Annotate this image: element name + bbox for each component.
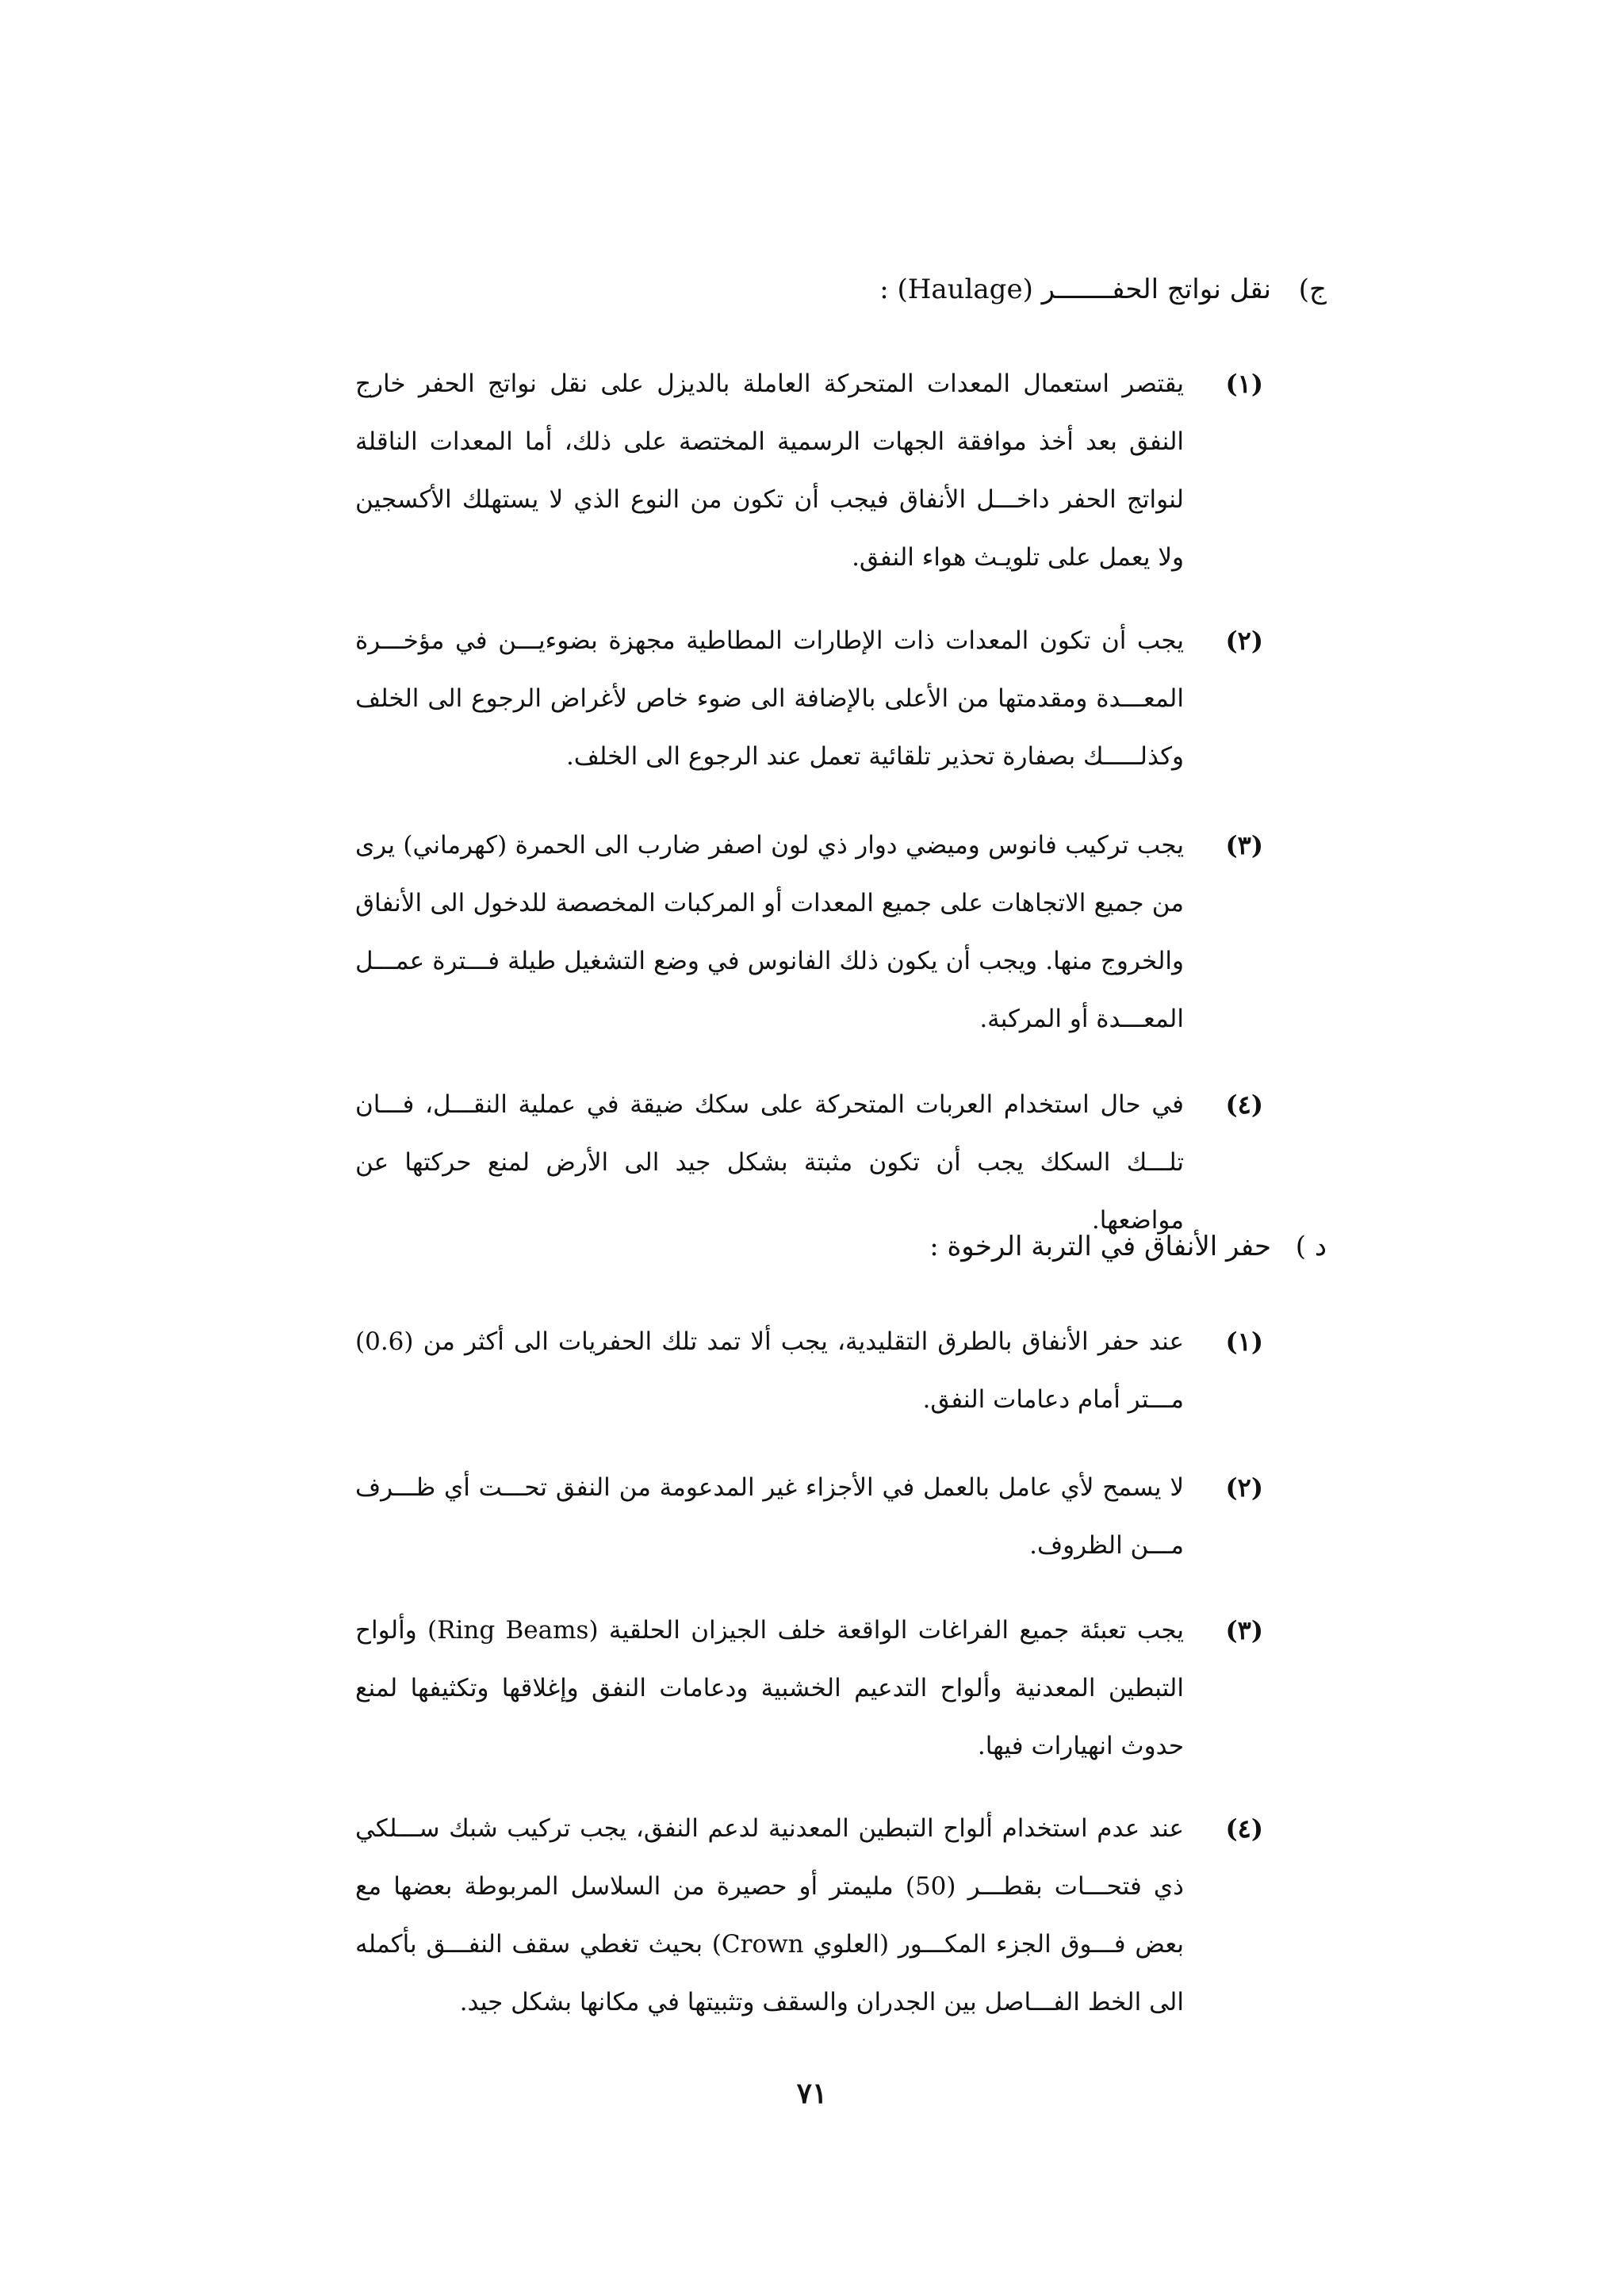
item-number: (١) <box>1225 369 1263 399</box>
section-d-marker: د ) <box>1295 1231 1327 1262</box>
item-number: (٤) <box>1225 1813 1263 1844</box>
section-c-item-2 <box>355 612 1263 786</box>
section-c-item-1 <box>355 355 1263 587</box>
section-c-marker: ج) <box>1298 274 1327 305</box>
section-c-item-3 <box>355 817 1263 1048</box>
section-c-item-4 <box>355 1076 1263 1250</box>
section-d-heading <box>296 1231 1327 1262</box>
item-number: (٣) <box>1225 1615 1263 1645</box>
item-number: (٤) <box>1225 1090 1263 1120</box>
item-number: (٣) <box>1225 830 1263 860</box>
section-c-heading <box>296 274 1327 305</box>
item-text: يجب تركيب فانوس وميضي دوار ذي لون اصفر ضارب الى الحمرة (كهرماني) يرى من جميع الاتجاهات على جميع المعدات أو المركبات المخصصة للدخول الى الأنفاق والخروج منها. ويجب أن يكون ذلك الفانوس في وضع التشغيل طيلة فـــترة عمـــل المعـــدة أو المركبة. <box>355 831 1184 1033</box>
item-text: يجب تعبئة جميع الفراغات الواقعة خلف الجيزان الحلقية (Ring Beams) وألواح التبطين المعدنية وألواح التدعيم الخشبية ودعامات النفق وإغلاقها وتكثيفها لمنع حدوث انهيارات فيها. <box>355 1616 1184 1760</box>
item-number: (٢) <box>1225 1473 1263 1503</box>
item-text: في حال استخدام العربات المتحركة على سكك ضيقة في عملية النقـــل، فـــان تلـــك السكك يجب أن تكون مثبتة بشكل جيد الى الأرض لمنع حركتها عن مواضعها. <box>355 1090 1184 1235</box>
item-text: لا يسمح لأي عامل بالعمل في الأجزاء غير المدعومة من النفق تحـــت أي ظـــرف مـــن الظروف. <box>355 1473 1184 1560</box>
section-d-title: حفر الأنفاق في التربة الرخوة : <box>929 1231 1271 1262</box>
section-c-title: نقل نواتج الحفـــــــر (Haulage) : <box>879 274 1271 305</box>
page-number: ٧١ <box>796 2077 828 2110</box>
item-number: (١) <box>1225 1327 1263 1357</box>
section-d-item-1 <box>355 1313 1263 1429</box>
item-text: عند حفر الأنفاق بالطرق التقليدية، يجب ألا تمد تلك الحفريات الى أكثر من (0.6) مـــتر أمام دعامات النفق. <box>355 1327 1184 1414</box>
section-d-item-3 <box>355 1602 1263 1775</box>
section-d-item-4 <box>355 1800 1263 2032</box>
item-text: عند عدم استخدام ألواح التبطين المعدنية لدعم النفق، يجب تركيب شبك ســـلكي ذي فتحـــات بقطـــر (50) مليمتر أو حصيرة من السلاسل المربوطة بعضها مع بعض فـــوق الجزء المكـــور (العلوي Crown) بحيث تغطي سقف النفـــق بأكمله الى الخط الفـــاصل بين الجدران والسقف وتثبيتها في مكانها بشكل جيد. <box>355 1814 1184 2016</box>
section-d-item-2 <box>355 1459 1263 1575</box>
item-text: يقتصر استعمال المعدات المتحركة العاملة بالديزل على نقل نواتج الحفر خارج النفق بعد أخذ موافقة الجهات الرسمية المختصة على ذلك، أما المعدات الناقلة لنواتج الحفر داخـــل الأنفاق فيجب أن تكون من النوع الذي لا يستهلك الأكسجين ولا يعمل على تلويـث هواء النفق. <box>355 370 1184 572</box>
item-text: يجب أن تكون المعدات ذات الإطارات المطاطية مجهزة بضوءيـــن في مؤخـــرة المعـــدة ومقدمتها من الأعلى بالإضافة الى ضوء خاص لأغراض الرجوع الى الخلف وكذلـــــك بصفارة تحذير تلقائية تعمل عند الرجوع الى الخلف. <box>355 626 1184 771</box>
item-number: (٢) <box>1225 626 1263 656</box>
